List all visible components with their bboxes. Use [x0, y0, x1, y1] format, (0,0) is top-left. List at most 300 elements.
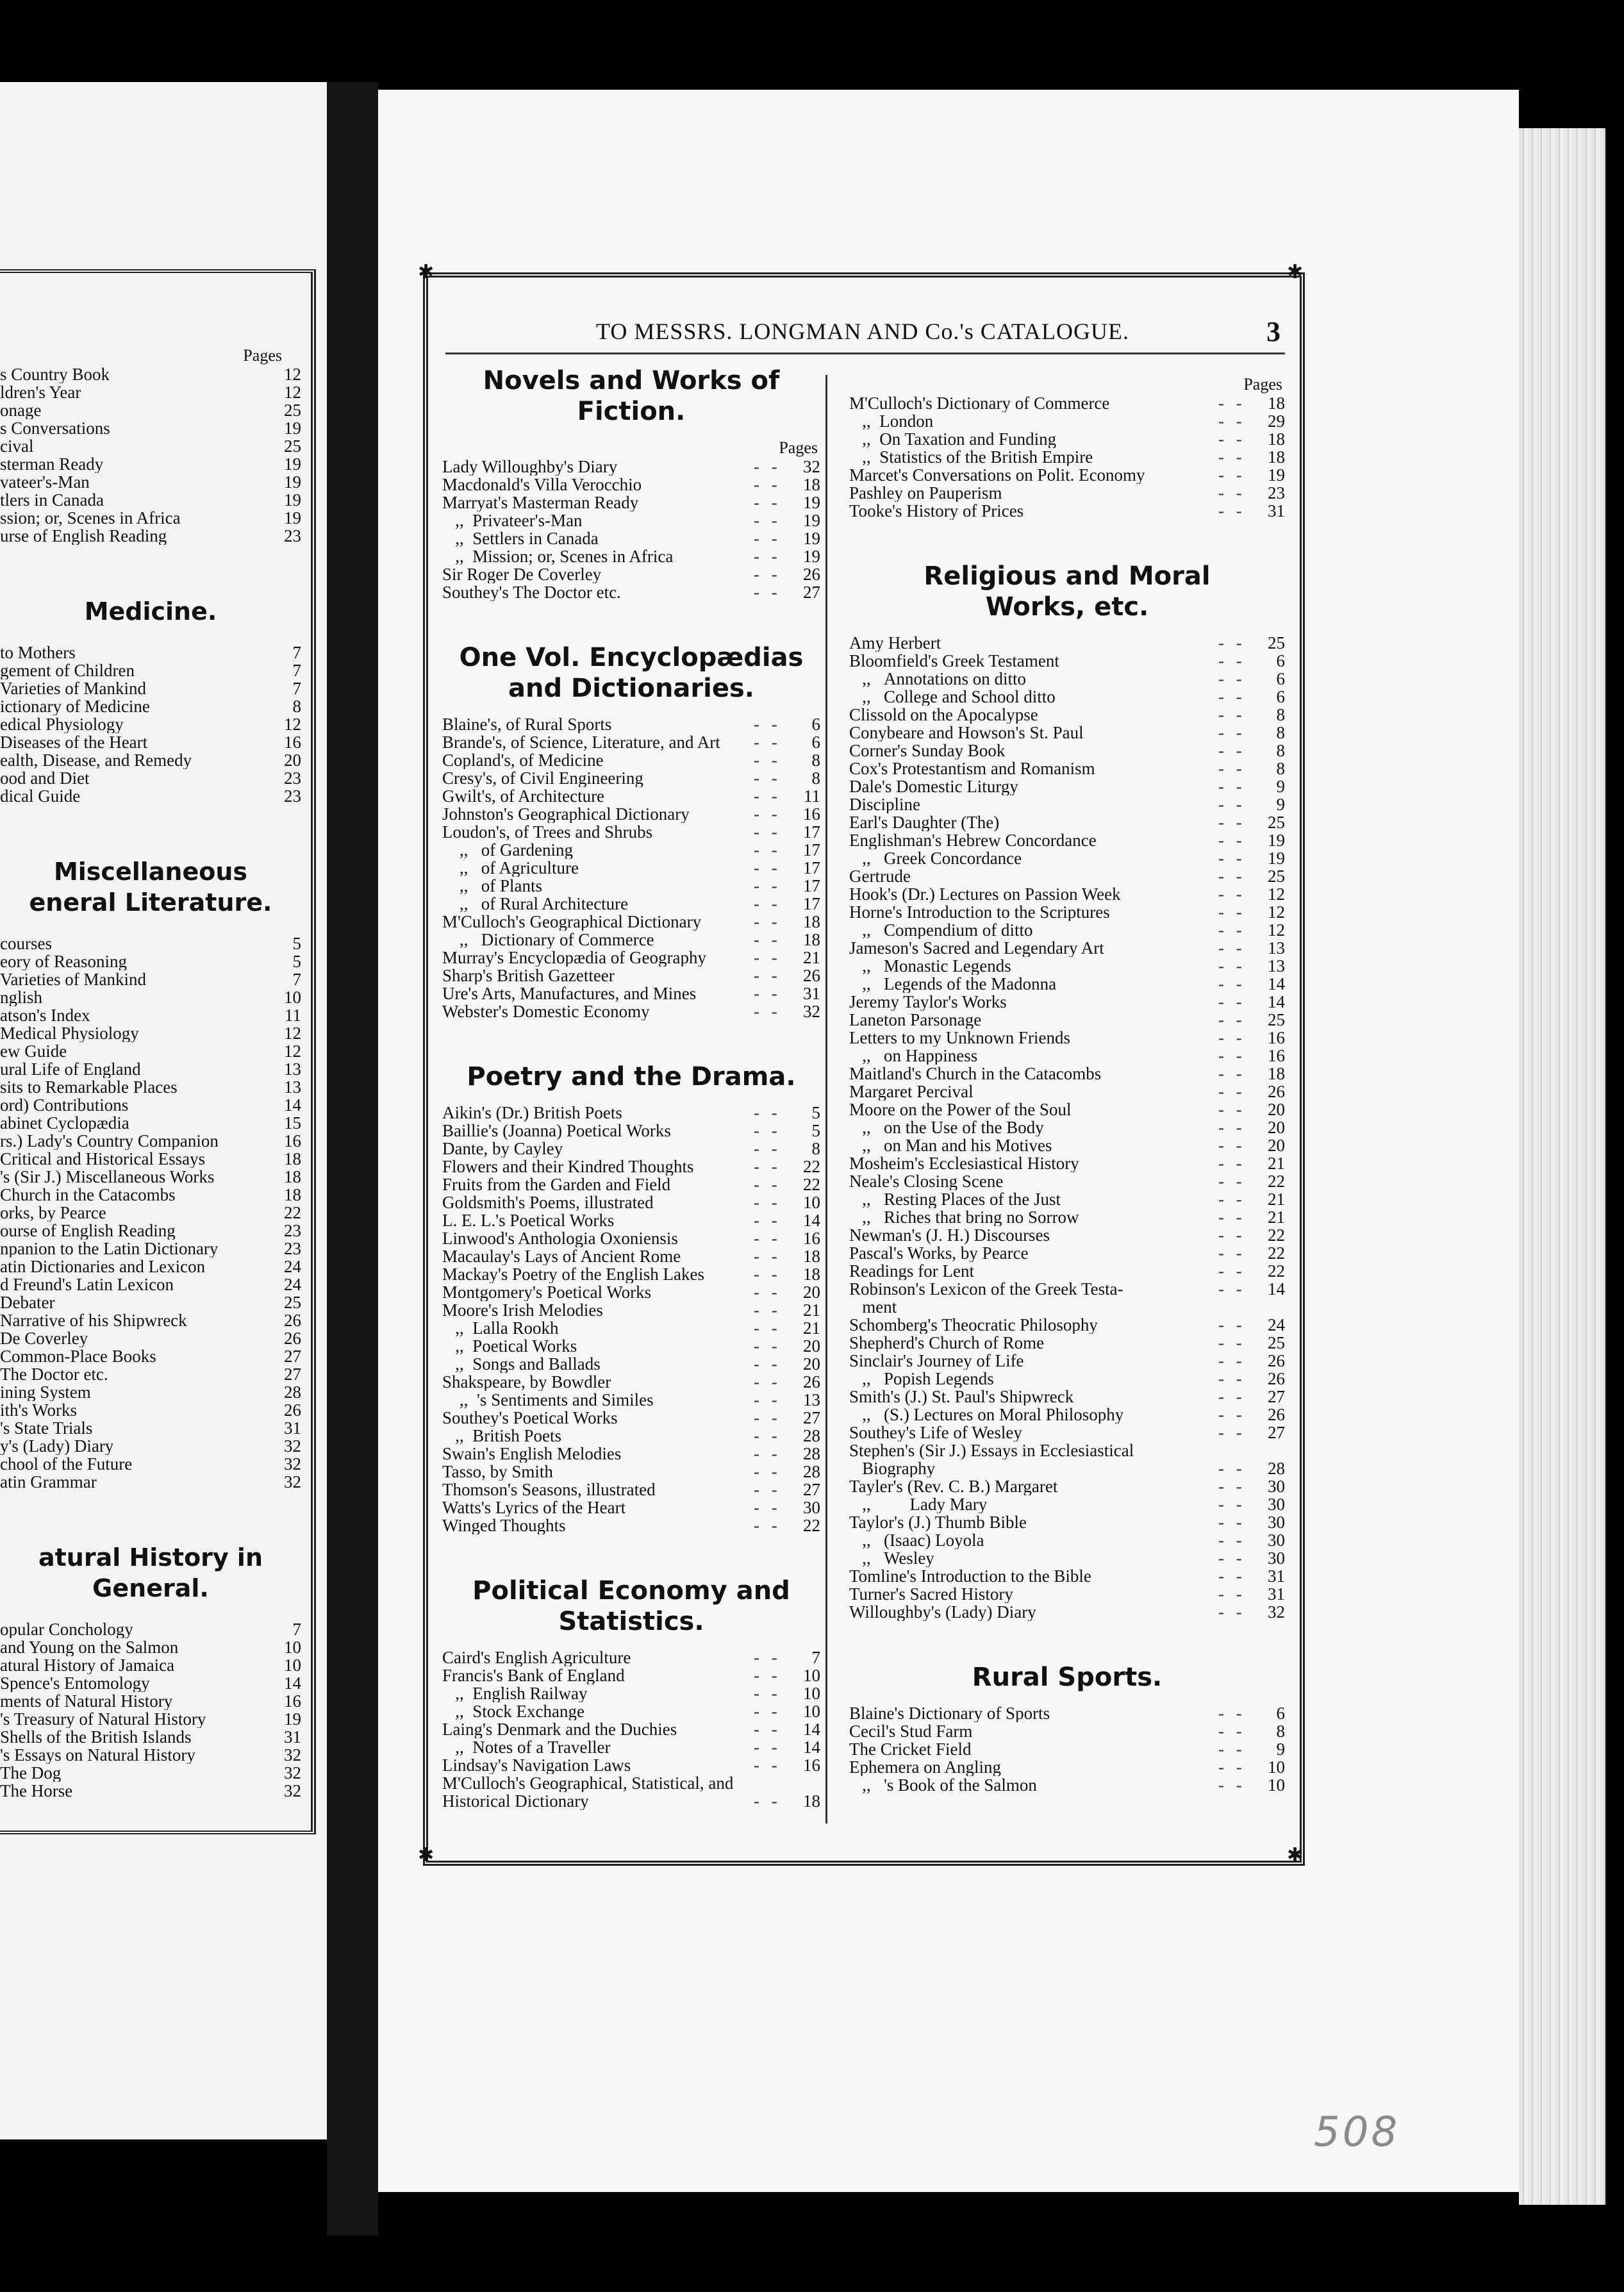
leader-dots: - - [754, 1738, 781, 1756]
entry-title: d Freund's Latin Lexicon [0, 1275, 174, 1293]
leader-dots: - - [1218, 1567, 1246, 1585]
entry-title: cival [0, 437, 34, 455]
leader-dots: - - [754, 583, 781, 601]
leader-dots: - - [754, 1175, 781, 1193]
catalogue-entry [849, 688, 1285, 706]
pencil-annotation: 508 [1314, 2109, 1400, 2156]
entry-title: atural History of Jamaica [0, 1656, 175, 1674]
entry-title: s Conversations [0, 419, 110, 437]
entry-title: atin Grammar [0, 1473, 97, 1491]
entry-title: Webster's Domestic Economy [442, 1002, 650, 1020]
entry-page: 26 [284, 1400, 301, 1420]
entry-title: The Horse [0, 1782, 73, 1800]
entry-page: 23 [1268, 483, 1285, 502]
entry-page: 16 [803, 804, 820, 824]
entry-title: Moore's Irish Melodies [442, 1301, 603, 1319]
entry-page: 19 [284, 472, 301, 492]
catalogue-entry [0, 1258, 301, 1275]
entry-page: 30 [1268, 1495, 1285, 1514]
catalogue-entry [0, 383, 301, 401]
entry-page: 19 [1268, 849, 1285, 868]
leader-dots: - - [1218, 777, 1246, 795]
leader-dots: - - [754, 715, 781, 733]
catalogue-entry [442, 751, 820, 769]
entry-title: Winged Thoughts [442, 1516, 566, 1534]
entry-title: rs.) Lady's Country Companion [0, 1132, 219, 1150]
catalogue-entry [442, 1175, 820, 1193]
entry-title: ,, Wesley [849, 1549, 934, 1567]
entry-title: Englishman's Hebrew Concordance [849, 831, 1097, 849]
entry-page: 27 [803, 583, 820, 602]
catalogue-entry [849, 849, 1285, 867]
leader-dots: - - [1218, 1758, 1246, 1776]
leader-dots: - - [754, 1211, 781, 1229]
page-edges [1519, 128, 1605, 2205]
entry-page: 19 [803, 511, 820, 530]
entry-page: 6 [1276, 1704, 1285, 1723]
entry-title: Jameson's Sacred and Legendary Art [849, 939, 1104, 957]
entry-page: 27 [803, 1408, 820, 1427]
catalogue-entry [849, 903, 1285, 921]
entry-title: ssion; or, Scenes in Africa [0, 509, 181, 527]
leader-dots: - - [754, 565, 781, 583]
entry-page: 14 [803, 1211, 820, 1230]
entry-title: gement of Children [0, 661, 135, 679]
entry-page: 22 [803, 1157, 820, 1176]
entry-page: 30 [1268, 1531, 1285, 1550]
catalogue-entry [849, 1585, 1285, 1603]
entry-page: 31 [284, 1727, 301, 1747]
entry-page: 22 [803, 1175, 820, 1194]
catalogue-entry [0, 1078, 301, 1096]
entry-title: urse of English Reading [0, 527, 167, 545]
entry-page: 16 [803, 1756, 820, 1775]
catalogue-entry [0, 1764, 301, 1782]
entry-title: ,, On Taxation and Funding [849, 430, 1057, 448]
entry-title: Brande's, of Science, Literature, and Art [442, 733, 720, 751]
entry-page: 26 [803, 966, 820, 985]
catalogue-entry [442, 931, 820, 949]
entry-page: 8 [292, 697, 301, 716]
entry-title: Loudon's, of Trees and Shrubs [442, 823, 653, 841]
leader-dots: - - [754, 1140, 781, 1158]
entry-page: 8 [1276, 741, 1285, 760]
catalogue-entry [849, 1100, 1285, 1118]
entry-title: Lady Willoughby's Diary [442, 458, 618, 476]
catalogue-entry [0, 1383, 301, 1401]
entry-title: ew Guide [0, 1042, 67, 1060]
entry-title: Critical and Historical Essays [0, 1150, 206, 1168]
entry-title: Mosheim's Ecclesiastical History [849, 1154, 1079, 1172]
entry-page: 32 [803, 1002, 820, 1021]
entry-page: 14 [1268, 1279, 1285, 1299]
catalogue-entry [0, 1132, 301, 1150]
catalogue-entry [849, 1758, 1285, 1776]
entry-page: 25 [1268, 1010, 1285, 1029]
entry-title: ,, on the Use of the Body [849, 1118, 1044, 1136]
entry-title: Marcet's Conversations on Polit. Economy [849, 466, 1145, 484]
entry-page: 23 [284, 1221, 301, 1240]
entry-title: Smith's (J.) St. Paul's Shipwreck [849, 1388, 1074, 1406]
entry-title: Shakspeare, by Bowdler [442, 1373, 611, 1391]
entry-title: M'Culloch's Geographical Dictionary [442, 913, 702, 931]
entry-page: 26 [1268, 1369, 1285, 1388]
entry-title: Hook's (Dr.) Lectures on Passion Week [849, 885, 1121, 903]
catalogue-entry [442, 967, 820, 984]
entry-page: 19 [284, 419, 301, 438]
catalogue-entry [442, 841, 820, 859]
catalogue-entry [849, 795, 1285, 813]
entry-title: ord) Contributions [0, 1096, 129, 1114]
leader-dots: - - [1218, 867, 1246, 885]
catalogue-entry [442, 1140, 820, 1158]
catalogue-entry [442, 859, 820, 877]
leader-dots: - - [754, 1481, 781, 1499]
entry-page: 21 [1268, 1208, 1285, 1227]
entry-page: 22 [1268, 1172, 1285, 1191]
catalogue-entry [0, 1674, 301, 1692]
leader-dots: - - [754, 877, 781, 895]
entry-title: ,, Resting Places of the Just [849, 1190, 1061, 1208]
entry-title: Margaret Percival [849, 1083, 974, 1100]
catalogue-entry [849, 448, 1285, 466]
entry-title: Willoughby's (Lady) Diary [849, 1603, 1036, 1621]
entry-title: Thomson's Seasons, illustrated [442, 1481, 656, 1499]
leader-dots: - - [754, 511, 781, 529]
entry-title: Letters to my Unknown Friends [849, 1029, 1070, 1047]
entry-page: 31 [284, 1418, 301, 1438]
catalogue-entry [849, 867, 1285, 885]
leader-dots: - - [754, 787, 781, 805]
entry-title: Robinson's Lexicon of the Greek Testa- [849, 1280, 1123, 1298]
catalogue-entry [849, 1776, 1285, 1794]
entry-title: Amy Herbert [849, 634, 941, 652]
leader-dots: - - [754, 805, 781, 823]
entry-page: 22 [1268, 1261, 1285, 1281]
corner-ornament-bottom-left: ✱ [418, 1844, 435, 1866]
catalogue-entry [442, 476, 820, 494]
header-title: TO MESSRS. LONGMAN AND Co.'s CATALOGUE. [596, 319, 1130, 344]
leader-dots: - - [1218, 430, 1246, 448]
leader-dots: - - [1218, 1100, 1246, 1118]
entry-page: 10 [803, 1684, 820, 1703]
entry-title: Sharp's British Gazetteer [442, 967, 615, 984]
leader-dots: - - [1218, 975, 1246, 993]
catalogue-entry [442, 877, 820, 895]
entry-page: 18 [1268, 447, 1285, 467]
leader-dots: - - [1218, 957, 1246, 975]
catalogue-entry [849, 742, 1285, 760]
section-heading: Miscellaneous eneral Literature. [29, 858, 272, 917]
entry-page: 32 [1268, 1602, 1285, 1622]
entry-title: ,, Popish Legends [849, 1370, 994, 1388]
catalogue-entry [849, 993, 1285, 1011]
catalogue-entry [442, 529, 820, 547]
catalogue-entry [0, 1728, 301, 1746]
entry-title: Tooke's History of Prices [849, 502, 1024, 520]
entry-title: Varieties of Mankind [0, 679, 146, 697]
catalogue-entry [442, 1193, 820, 1211]
entry-page: 12 [1268, 902, 1285, 922]
leader-dots: - - [1218, 652, 1246, 670]
catalogue-entry [849, 1477, 1285, 1495]
catalogue-entry [442, 1445, 820, 1463]
catalogue-entry [0, 934, 301, 952]
catalogue-entry [0, 419, 301, 437]
leader-dots: - - [754, 751, 781, 769]
entry-page: 15 [284, 1113, 301, 1133]
entry-page: 18 [1268, 394, 1285, 413]
catalogue-entry [849, 1190, 1285, 1208]
entry-page: 8 [1276, 723, 1285, 742]
entry-page: 18 [803, 930, 820, 949]
catalogue-entry [849, 1262, 1285, 1280]
entry-title: ictionary of Medicine [0, 697, 150, 715]
leader-dots: - - [754, 1265, 781, 1283]
entry-title: Francis's Bank of England [442, 1666, 625, 1684]
catalogue-entry [442, 565, 820, 583]
entry-title: ldren's Year [0, 383, 81, 401]
catalogue-entry [442, 1247, 820, 1265]
catalogue-entry [0, 455, 301, 473]
entry-page: 17 [803, 894, 820, 913]
corner-ornament-bottom-right: ✱ [1287, 1844, 1304, 1866]
entry-page: 23 [284, 768, 301, 788]
pages-heading: Pages [243, 346, 282, 365]
leader-dots: - - [1218, 939, 1246, 957]
entry-page: 8 [1276, 1722, 1285, 1741]
entry-page: 6 [811, 715, 820, 734]
section-heading: Poetry and the Drama. [467, 1062, 796, 1092]
entry-page: 26 [284, 1329, 301, 1348]
leader-dots: - - [754, 913, 781, 931]
entry-title: ith's Works [0, 1401, 77, 1419]
entry-title: 's Treasury of Natural History [0, 1710, 206, 1728]
catalogue-entry [849, 1118, 1285, 1136]
catalogue-entry [0, 1293, 301, 1311]
entry-title: opular Conchology [0, 1620, 133, 1638]
entry-title: abinet Cyclopædia [0, 1114, 129, 1132]
entry-title: Cecil's Stud Farm [849, 1722, 973, 1740]
catalogue-entry [442, 1283, 820, 1301]
catalogue-entry [849, 1244, 1285, 1262]
catalogue-entry [442, 1229, 820, 1247]
leader-dots: - - [754, 984, 781, 1002]
catalogue-entry [0, 751, 301, 769]
entry-title: npanion to the Latin Dictionary [0, 1240, 219, 1258]
entry-page: 18 [284, 1185, 301, 1204]
entry-title: Linwood's Anthologia Oxoniensis [442, 1229, 678, 1247]
entry-title: The Cricket Field [849, 1740, 972, 1758]
catalogue-entry [442, 1499, 820, 1516]
entry-title: nglish [0, 988, 43, 1006]
entry-title: Swain's English Melodies [442, 1445, 622, 1463]
entry-title: Laing's Denmark and the Duchies [442, 1720, 677, 1738]
entry-page: 28 [803, 1426, 820, 1445]
leader-dots: - - [754, 1720, 781, 1738]
entry-page: 27 [1268, 1423, 1285, 1442]
entry-title: sits to Remarkable Places [0, 1078, 178, 1096]
catalogue-entry [442, 511, 820, 529]
catalogue-entry [0, 715, 301, 733]
catalogue-entry [0, 1365, 301, 1383]
catalogue-entry [849, 831, 1285, 849]
entry-title: 's Essays on Natural History [0, 1746, 195, 1764]
entry-title: ,, Dictionary of Commerce [442, 931, 654, 949]
entry-page: 6 [811, 733, 820, 752]
leader-dots: - - [1218, 1172, 1246, 1190]
catalogue-entry [849, 921, 1285, 939]
section-gap [0, 545, 301, 570]
catalogue-entry [849, 634, 1285, 652]
column-divider [825, 375, 827, 1823]
catalogue-entry [849, 1029, 1285, 1047]
entry-page: 16 [284, 733, 301, 752]
entry-page: 26 [1268, 1082, 1285, 1101]
section-heading: Political Economy and Statistics. [472, 1576, 790, 1636]
section-gap [442, 601, 820, 642]
entry-title: ,, on Happiness [849, 1047, 978, 1065]
entry-title: Cox's Protestantism and Romanism [849, 760, 1095, 777]
entry-page: 19 [1268, 465, 1285, 485]
entry-page: 19 [1268, 831, 1285, 850]
section-heading: atural History in General. [38, 1543, 263, 1602]
catalogue-entry [442, 984, 820, 1002]
entry-title: ,, Annotations on ditto [849, 670, 1026, 688]
header-rule [445, 353, 1285, 354]
catalogue-entry [849, 1388, 1285, 1406]
entry-title: ,, Statistics of the British Empire [849, 448, 1093, 466]
catalogue-entry [0, 1222, 301, 1240]
entry-page: 32 [284, 1436, 301, 1456]
entry-title: Spence's Entomology [0, 1674, 150, 1692]
catalogue-entry [849, 777, 1285, 795]
catalogue-entry [849, 430, 1285, 448]
entry-title: Gertrude [849, 867, 911, 885]
catalogue-entry [442, 1409, 820, 1427]
section-heading: Novels and Works of Fiction. [483, 366, 780, 426]
catalogue-entry [849, 760, 1285, 777]
entry-title: Lindsay's Navigation Laws [442, 1756, 631, 1774]
catalogue-entry [442, 1355, 820, 1373]
catalogue-entry [442, 1122, 820, 1140]
leader-dots: - - [754, 1445, 781, 1463]
entry-page: 23 [284, 1239, 301, 1258]
catalogue-entry [442, 1774, 820, 1792]
catalogue-entry [849, 1704, 1285, 1722]
leader-dots: - - [1218, 742, 1246, 760]
catalogue-entry [442, 1211, 820, 1229]
entry-page: 6 [1276, 651, 1285, 670]
entry-page: 8 [811, 751, 820, 770]
entry-page: 21 [803, 1300, 820, 1320]
entry-page: 30 [803, 1498, 820, 1517]
entry-page: 8 [811, 768, 820, 788]
leader-dots: - - [754, 1301, 781, 1319]
entry-page: 14 [803, 1720, 820, 1739]
entry-page: 5 [292, 934, 301, 953]
entry-title: Moore on the Power of the Soul [849, 1100, 1072, 1118]
entry-title: Tayler's (Rev. C. B.) Margaret [849, 1477, 1058, 1495]
entry-title: Shepherd's Church of Rome [849, 1334, 1045, 1352]
entry-page: 26 [284, 1311, 301, 1330]
entry-page: 14 [1268, 992, 1285, 1011]
catalogue-entry [849, 813, 1285, 831]
catalogue-entry [442, 1463, 820, 1481]
leader-dots: - - [1218, 921, 1246, 939]
entry-title: Montgomery's Poetical Works [442, 1283, 652, 1301]
catalogue-entry [0, 1419, 301, 1437]
entry-title: Maitland's Church in the Catacombs [849, 1065, 1102, 1083]
entry-page: 9 [1276, 1740, 1285, 1759]
entry-title: Southey's Life of Wesley [849, 1424, 1022, 1441]
entry-page: 12 [284, 365, 301, 384]
entry-title: ,, of Gardening [442, 841, 573, 859]
catalogue-entry [442, 1337, 820, 1355]
entry-title: ,, of Agriculture [442, 859, 579, 877]
entry-page: 20 [803, 1354, 820, 1374]
entry-title: Debater [0, 1293, 55, 1311]
entry-page: 21 [803, 948, 820, 967]
entry-page: 19 [803, 529, 820, 548]
page-number: 3 [1266, 316, 1280, 347]
catalogue-entry [849, 1172, 1285, 1190]
leader-dots: - - [754, 1684, 781, 1702]
leader-dots: - - [754, 931, 781, 949]
catalogue-entry [442, 1158, 820, 1175]
leader-dots: - - [1218, 1722, 1246, 1740]
entry-title: ,, (Isaac) Loyola [849, 1531, 984, 1549]
entry-title: Stephen's (Sir J.) Essays in Ecclesiastical [849, 1441, 1134, 1459]
leader-dots: - - [754, 1193, 781, 1211]
catalogue-entry [849, 1567, 1285, 1585]
entry-title: Laneton Parsonage [849, 1011, 982, 1029]
entry-page: 25 [1268, 813, 1285, 832]
entry-page: 6 [1276, 669, 1285, 688]
entry-page: 13 [284, 1059, 301, 1079]
catalogue-entry [849, 1441, 1285, 1459]
catalogue-entry [849, 1011, 1285, 1029]
entry-title: ,, Notes of a Traveller [442, 1738, 611, 1756]
entry-page: 19 [284, 1709, 301, 1729]
leader-dots: - - [754, 1104, 781, 1122]
entry-page: 12 [284, 1042, 301, 1061]
entry-page: 5 [292, 952, 301, 971]
entry-page: 8 [811, 1139, 820, 1158]
entry-page: 21 [803, 1318, 820, 1338]
entry-page: 22 [284, 1203, 301, 1222]
entry-title: Flowers and their Kindred Thoughts [442, 1158, 694, 1175]
entry-page: 18 [284, 1149, 301, 1168]
catalogue-entry [0, 769, 301, 787]
entry-page: 31 [1268, 1584, 1285, 1604]
entry-title: Clissold on the Apocalypse [849, 706, 1038, 724]
leader-dots: - - [754, 1427, 781, 1445]
catalogue-entry [849, 957, 1285, 975]
entry-page: 20 [1268, 1118, 1285, 1137]
catalogue-entry [849, 1334, 1285, 1352]
entry-page: 31 [803, 984, 820, 1003]
catalogue-entry [0, 527, 301, 545]
catalogue-entry [849, 466, 1285, 484]
section-heading: Medicine. [84, 597, 217, 626]
entry-page: 13 [1268, 956, 1285, 976]
entry-page: 17 [803, 822, 820, 842]
entry-title: Discipline [849, 795, 920, 813]
entry-page: 18 [803, 1247, 820, 1266]
leader-dots: - - [754, 949, 781, 967]
leader-dots: - - [754, 1122, 781, 1140]
